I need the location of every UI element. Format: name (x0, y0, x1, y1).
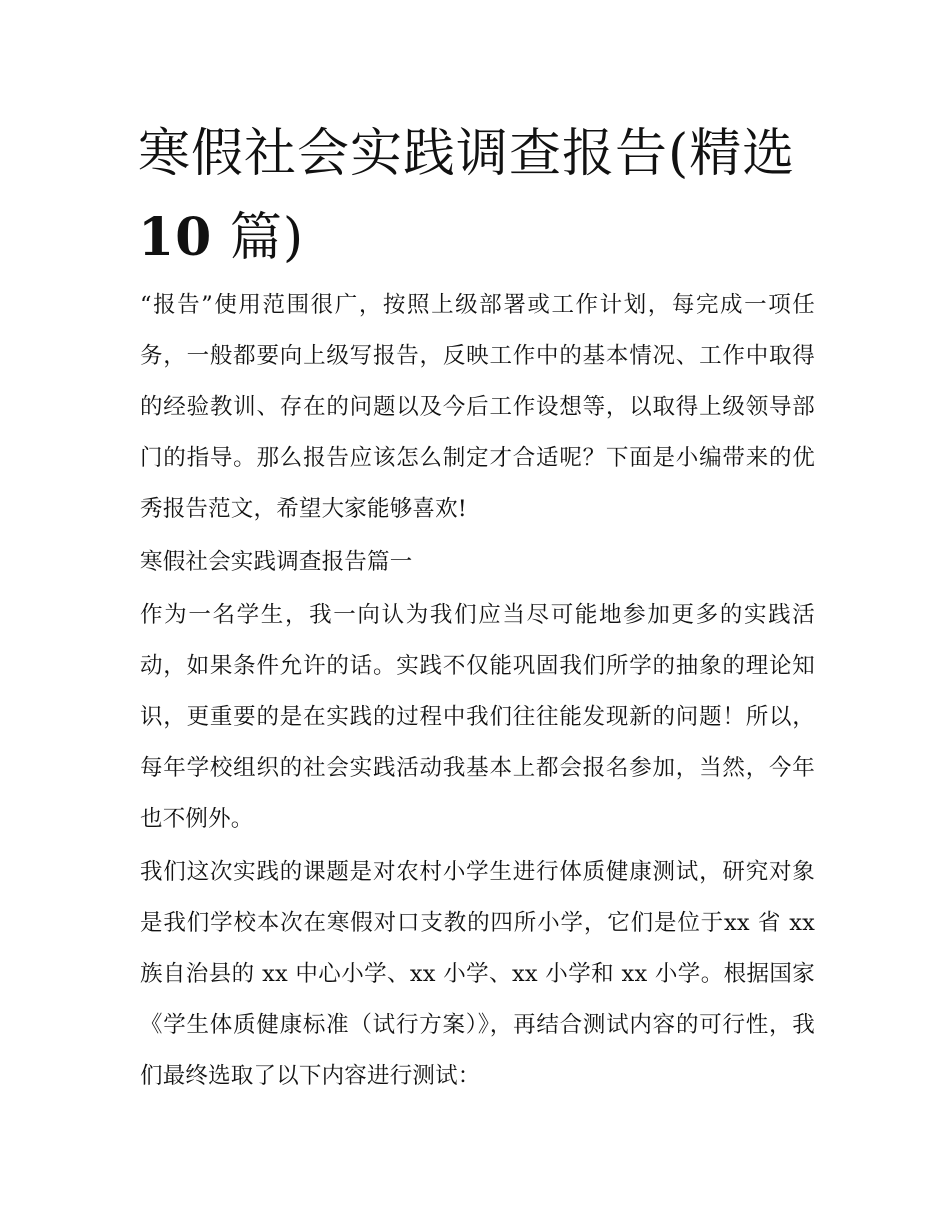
document-body (140, 280, 815, 1104)
body-paragraph-2: 我们这次实践的课题是对农村小学生进行体质健康测试，研究对象是我们学校本次在寒假对口支教的四所小学，它们是位于xx 省 xx 族自治县的 xx 中心小学、xx 小学、xx 小学和 xx 小学。根据国家《学生体质健康标准（试行方案）》，再结合测试内容的可行性，我们最终选取了以下内容进行测试： (140, 859, 815, 1089)
title-line-1: 寒假社会实践调查报告(精选 (138, 124, 796, 184)
intro-paragraph: “报告”使用范围很广，按照上级部署或工作计划，每完成一项任务，一般都要向上级写报告，反映工作中的基本情况、工作中取得的经验教训、存在的问题以及今后工作设想等，以取得上级领导部门的指导。那么报告应该怎么制定才合适呢？下面是小编带来的优秀报告范文，希望大家能够喜欢! (140, 292, 815, 522)
section-heading: 寒假社会实践调查报告篇一 (140, 549, 413, 575)
title-number: 10 (138, 207, 213, 268)
title-suffix: 篇) (212, 208, 305, 268)
body-paragraph-1: 作为一名学生，我一向认为我们应当尽可能地参加更多的实践活动，如果条件允许的话。实践不仅能巩固我们所学的抽象的理论知识，更重要的是在实践的过程中我们往往能发现新的问题！所以，每年学校组织的社会实践活动我基本上都会报名参加，当然，今年也不例外。 (140, 602, 815, 832)
document-title (138, 112, 818, 280)
